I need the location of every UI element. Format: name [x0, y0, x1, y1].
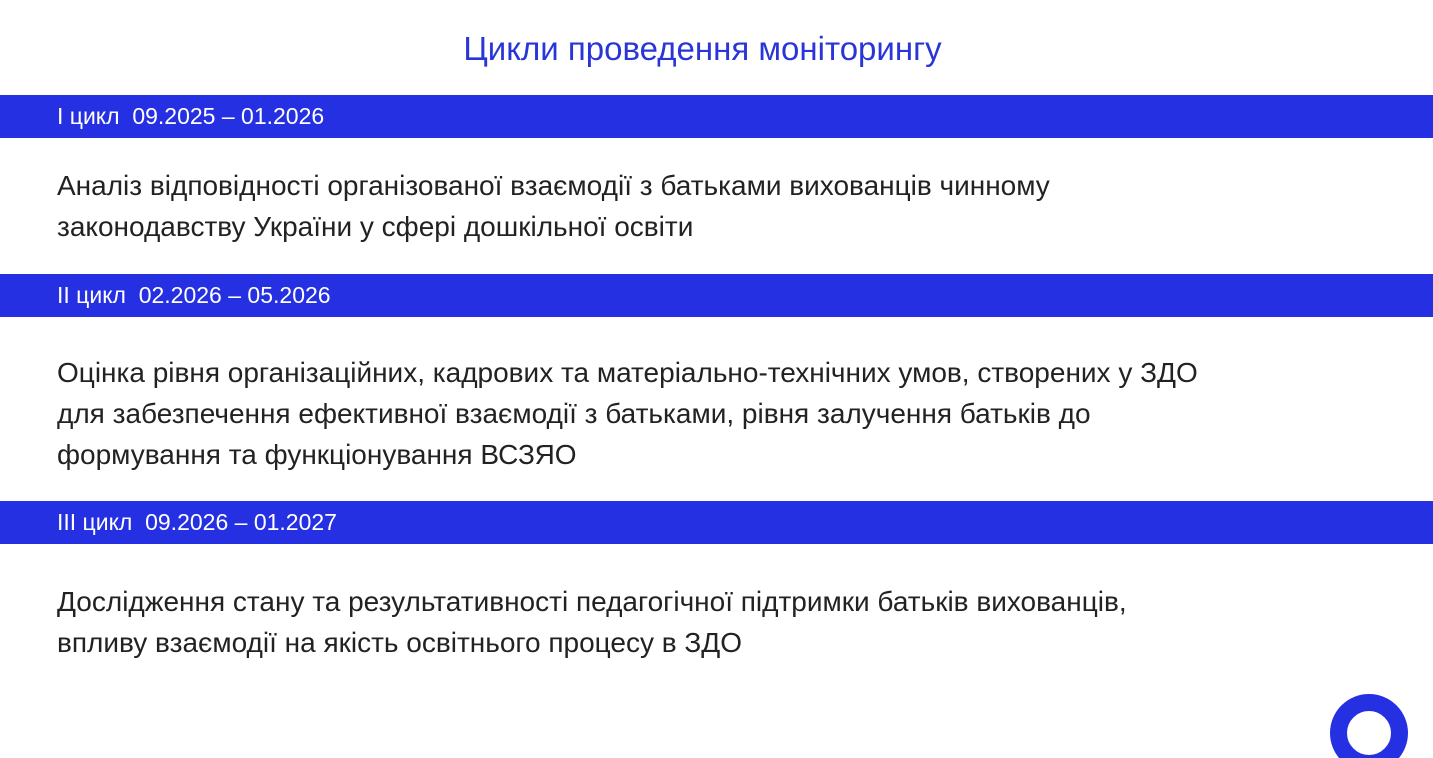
ring-icon [1330, 694, 1408, 758]
cycle-1-label: I цикл 09.2025 – 01.2026 [57, 103, 325, 129]
cycle-2-description [57, 352, 1377, 475]
cycle-1-header [0, 95, 1433, 138]
page-title: Цикли проведення моніторингу [463, 30, 942, 67]
cycle-3-header [0, 501, 1433, 544]
cycle-3-description [57, 581, 1377, 663]
cycle-3-description-line: Дослідження стану та результативності педагогічної підтримки батьків вихованців, [57, 586, 1127, 617]
cycle-2-description-line: для забезпечення ефективної взаємодії з батьками, рівня залучення батьків до [57, 398, 1091, 429]
cycle-2-header [0, 274, 1433, 317]
cycle-3-label: III цикл 09.2026 – 01.2027 [57, 509, 337, 535]
cycle-2-label: II цикл 02.2026 – 05.2026 [57, 282, 331, 308]
cycle-1-description [57, 165, 1377, 247]
cycle-1-description-line: законодавству України у сфері дошкільної освіти [57, 211, 694, 242]
cycle-1-description-line: Аналіз відповідності організованої взаємодії з батьками вихованців чинному [57, 170, 1050, 201]
cycle-2-description-line: формування та функціонування ВСЗЯО [57, 439, 577, 470]
cycle-2-description-line: Оцінка рівня організаційних, кадрових та матеріально-технічних умов, створених у ЗДО [57, 357, 1198, 388]
cycle-3-description-line: впливу взаємодії на якість освітнього процесу в ЗДО [57, 627, 743, 658]
